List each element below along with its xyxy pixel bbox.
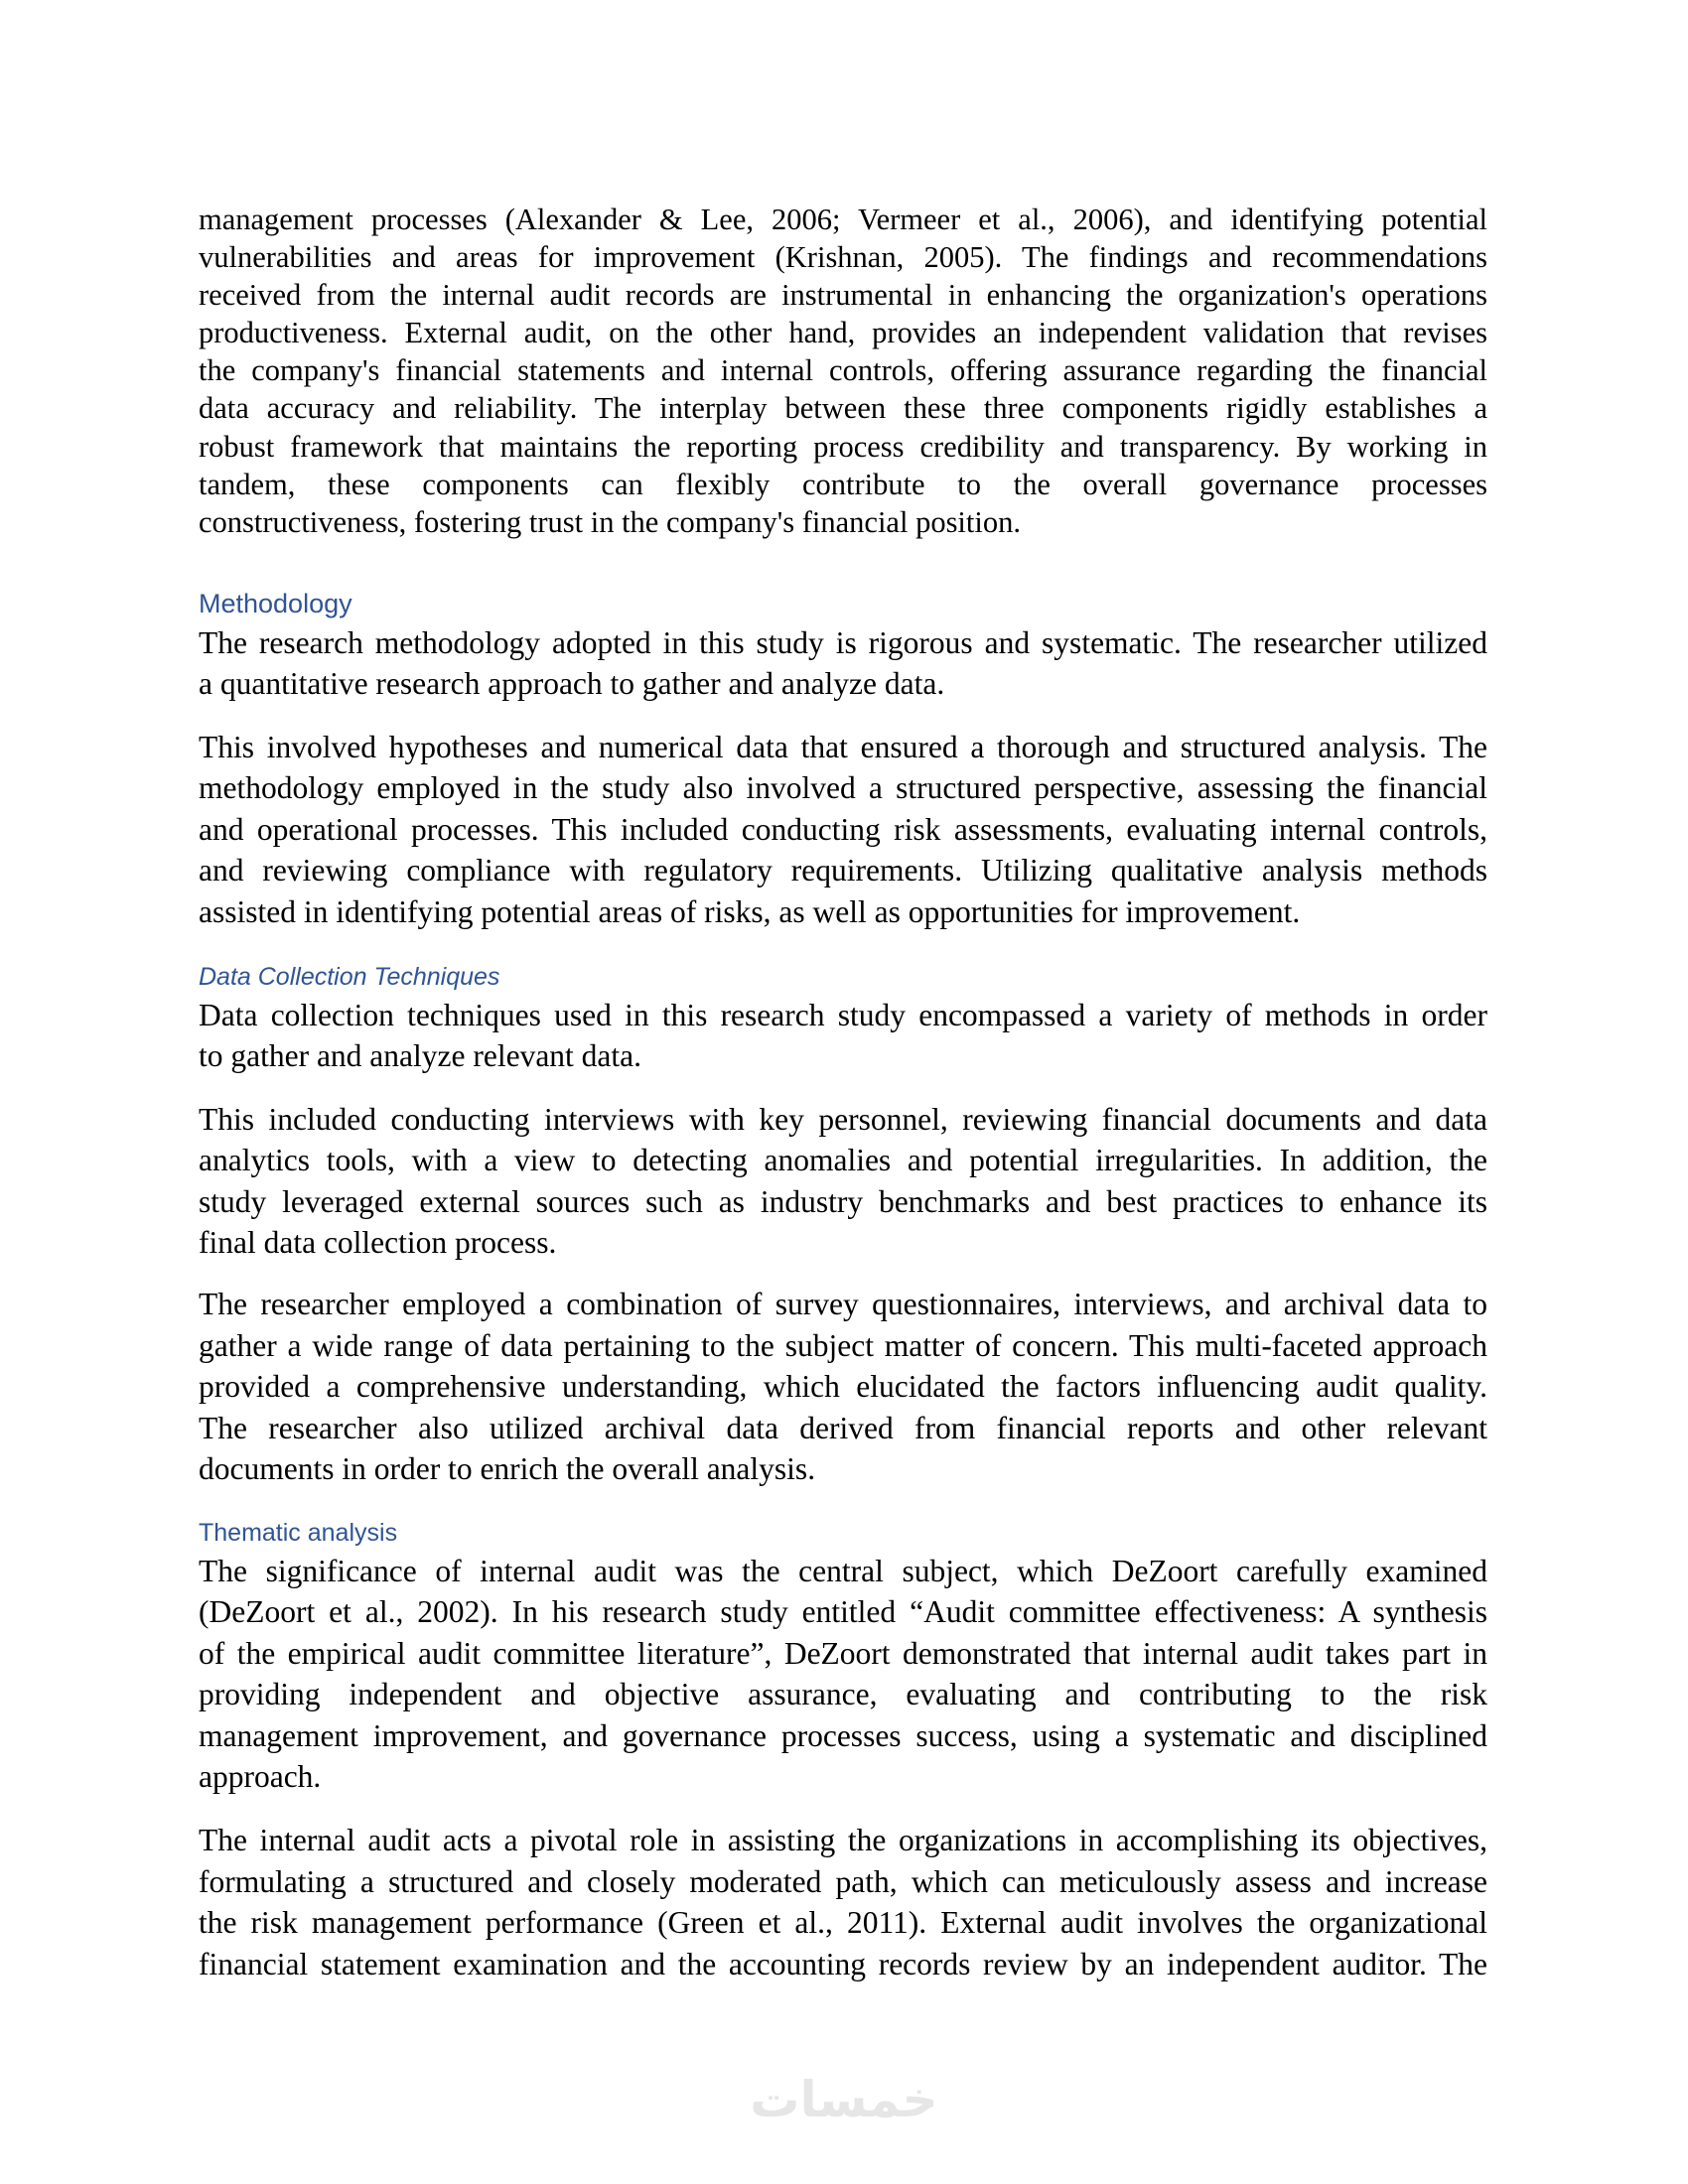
paragraph-line: final data collection process. (199, 1225, 557, 1260)
paragraph-line: (DeZoort et al., 2002). In his research study entitled “Audit committee effectiveness: A synthesis (199, 1594, 1487, 1629)
paragraph-line: The research methodology adopted in this study is rigorous and systematic. The researcher utilized (199, 625, 1487, 660)
paragraph-line: providing independent and objective assurance, evaluating and contributing to the risk (199, 1677, 1487, 1711)
paragraph-line: This included conducting interviews with key personnel, reviewing financial documents and data (199, 1102, 1487, 1137)
paragraph-line: assisted in identifying potential areas of risks, as well as opportunities for improvement. (199, 894, 1301, 929)
paragraph-line: approach. (199, 1759, 322, 1794)
paragraph-line: to gather and analyze relevant data. (199, 1038, 642, 1073)
subheading-thematic-analysis: Thematic analysis (199, 1519, 398, 1547)
khamsat-watermark-logo: خمسات (750, 2071, 938, 2128)
paragraph-line: The significance of internal audit was the central subject, which DeZoort carefully examined (199, 1554, 1487, 1588)
paragraph-line: robust framework that maintains the reporting process credibility and transparency. By working in (199, 430, 1487, 464)
paragraph-line: received from the internal audit records are instrumental in enhancing the organization's operations (199, 278, 1487, 312)
paragraph-line: constructiveness, fostering trust in the company's financial position. (199, 505, 1021, 539)
paragraph-line: gather a wide range of data pertaining to the subject matter of concern. This multi-faceted approach (199, 1328, 1487, 1363)
paragraph-line: The researcher employed a combination of survey questionnaires, interviews, and archival data to (199, 1287, 1487, 1321)
paragraph-line: The internal audit acts a pivotal role in assisting the organizations in accomplishing its objectives, (199, 1823, 1487, 1857)
section-heading-methodology: Methodology (199, 589, 352, 618)
paragraph-line: of the empirical audit committee literature”, DeZoort demonstrated that internal audit takes part in (199, 1636, 1487, 1671)
paragraph-line: The researcher also utilized archival data derived from financial reports and other relevant (199, 1411, 1487, 1445)
paragraph-line: Data collection techniques used in this research study encompassed a variety of methods in order (199, 998, 1487, 1032)
paragraph-line: This involved hypotheses and numerical data that ensured a thorough and structured analysis. The (199, 730, 1487, 764)
paragraph-line: and operational processes. This included conducting risk assessments, evaluating internal controls, (199, 812, 1487, 847)
paragraph-line: management processes (Alexander & Lee, 2006; Vermeer et al., 2006), and identifying potential (199, 203, 1487, 236)
paragraph-line: and reviewing compliance with regulatory requirements. Utilizing qualitative analysis methods (199, 853, 1487, 887)
paragraph-line: documents in order to enrich the overall analysis. (199, 1451, 816, 1486)
paragraph-line: financial statement examination and the accounting records review by an independent auditor. The (199, 1947, 1487, 1981)
paragraph-line: a quantitative research approach to gather and analyze data. (199, 666, 945, 701)
paragraph-line: the risk management performance (Green et al., 2011). External audit involves the organizational (199, 1905, 1487, 1940)
paragraph-line: formulating a structured and closely moderated path, which can meticulously assess and increase (199, 1864, 1487, 1899)
paragraph-line: analytics tools, with a view to detecting anomalies and potential irregularities. In addition, the (199, 1143, 1487, 1177)
paragraph-line: data accuracy and reliability. The interplay between these three components rigidly establishes a (199, 391, 1487, 425)
paragraph-line: vulnerabilities and areas for improvement (Krishnan, 2005). The findings and recommendations (199, 240, 1487, 274)
paragraph-line: study leveraged external sources such as industry benchmarks and best practices to enhance its (199, 1184, 1487, 1219)
paragraph-line: productiveness. External audit, on the other hand, provides an independent validation that revises (199, 316, 1487, 349)
paragraph-line: provided a comprehensive understanding, which elucidated the factors influencing audit quality. (199, 1369, 1487, 1404)
paragraph-line: methodology employed in the study also involved a structured perspective, assessing the financial (199, 770, 1487, 805)
subheading-data-collection-techniques: Data Collection Techniques (199, 963, 500, 991)
paragraph-line: the company's financial statements and internal controls, offering assurance regarding the financial (199, 353, 1487, 387)
paragraph-line: tandem, these components can flexibly contribute to the overall governance processes (199, 468, 1487, 501)
paragraph-line: management improvement, and governance processes success, using a systematic and disciplined (199, 1718, 1487, 1753)
